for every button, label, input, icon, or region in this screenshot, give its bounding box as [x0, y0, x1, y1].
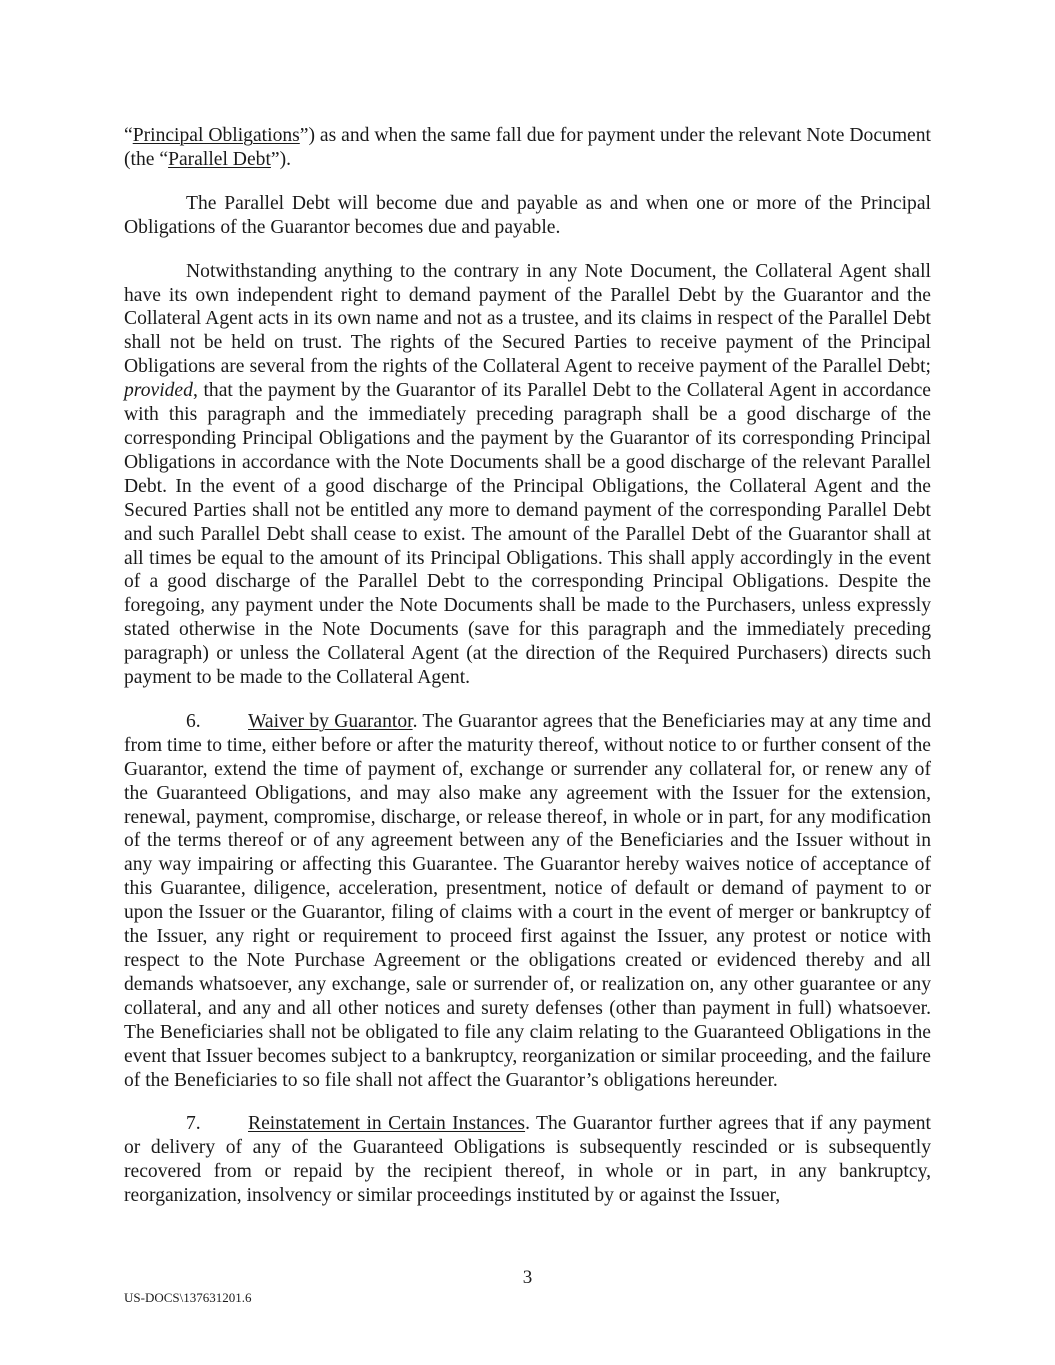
document-id: US-DOCS\137631201.6 [124, 1290, 252, 1305]
paragraph-parallel-debt-due: The Parallel Debt will become due and payable as and when one or more of the Principal Obligations of the Guarantor becomes due and payable. [124, 192, 931, 238]
page-number: 3 [522, 1267, 533, 1288]
italic-provided: provided [124, 380, 193, 402]
paragraph-collateral-agent-rights [124, 260, 931, 690]
quote-open: “ [124, 125, 133, 146]
section-body: . The Guarantor agrees that the Beneficiaries may at any time and from time to time, either before or after the maturity thereof, without notice to or further consent of the Guarantor, extend the time of payment of, exchange or surrender any collateral for, or renew any of the Guaranteed Obligations, and may also make any agreement with the Issuer for the extension, renewal, payment, compromise, discharge, or release thereof, in whole or in part, for any modification of the terms thereof or of any agreement between any of the Beneficiaries and the Issuer without in any way impairing or affecting this Guarantee. The Guarantor hereby waives notice of acceptance of this Guarantee, diligence, acceleration, presentment, notice of default or demand of payment to or upon the Issuer or the Guarantor, filing of claims with a court in the event of merger or bankruptcy of the Issuer, any right or requirement to proceed first against the Issuer, any protest or notice with respect to the Note Purchase Agreement or the obligations created or evidenced thereby and all demands whatsoever, any exchange, sale or surrender of, or realization on, any other guarantee or any collateral, and any and all other notices and surety defenses (other than payment in full) whatsoever. The Beneficiaries shall not be obligated to file any claim relating to the Guaranteed Obligations in the event that Issuer becomes subject to a bankruptcy, reorganization or similar proceeding, and the failure of the Beneficiaries to so file shall not affect the Guarantor’s obligations hereunder. [124, 710, 931, 1091]
section-heading: Waiver by Guarantor [248, 710, 413, 732]
paragraph-text-continued: , that the payment by the Guarantor of its Parallel Debt to the Collateral Agent in accordance with this paragraph and the immediately preceding paragraph shall be a good discharge of the corresponding Principal Obligations and the payment by the Guarantor of its corresponding Principal Obligations in accordance with the Note Documents shall be a good discharge of the relevant Parallel Debt. In the event of a good discharge of the Principal Obligations, the Collateral Agent and the Secured Parties shall not be entitled any more to demand payment of the corresponding Parallel Debt and such Parallel Debt shall cease to exist. The amount of the Parallel Debt of the Guarantor shall at all times be equal to the amount of its Principal Obligations. This shall apply accordingly in the event of a good discharge of the Parallel Debt to the corresponding Principal Obligations. Despite the foregoing, any payment under the Note Documents shall be made to the Purchasers, unless expressly stated otherwise in the Note Documents (save for this paragraph and the immediately preceding paragraph) or unless the Collateral Agent (at the direction of the Required Purchasers) directs such payment to be made to the Collateral Agent. [124, 380, 931, 689]
section-body: . The Guarantor further agrees that if any payment or delivery of any of the Guaranteed Obligations is subsequently rescinded or is subsequently recovered from or repaid by the recipient thereof, in whole or in part, in any bankruptcy, reorganization, insolvency or similar proceedings instituted by or against the Issuer, [124, 1113, 932, 1207]
defined-term-principal-obligations: Principal Obligations [132, 125, 300, 146]
section-number: 7. [186, 1113, 201, 1135]
section-heading: Reinstatement in Certain Instances [248, 1113, 526, 1135]
document-page [124, 124, 931, 1228]
section-number: 6. [186, 710, 201, 732]
paragraph-principal-obligations [124, 124, 931, 172]
section-6-waiver [124, 710, 931, 1093]
paragraph-text-end: ”). [270, 148, 292, 170]
defined-term-parallel-debt: Parallel Debt [168, 148, 271, 170]
paragraph-text: ”) as and when the same fall due for payment under the relevant Note Document (the “ [124, 125, 931, 170]
paragraph-text: Notwithstanding anything to the contrary in any Note Document, the Collateral Agent shall have its own independent right to demand payment of the Parallel Debt by the Guarantor and the Collateral Agent acts in its own name and not as a trustee, and its claims in respect of the Parallel Debt shall not be held on trust. The rights of the Secured Parties to receive payment of the Principal Obligations are several from the rights of the Collateral Agent to receive payment of the Parallel Debt; [124, 260, 931, 378]
section-7-reinstatement [124, 1112, 931, 1208]
